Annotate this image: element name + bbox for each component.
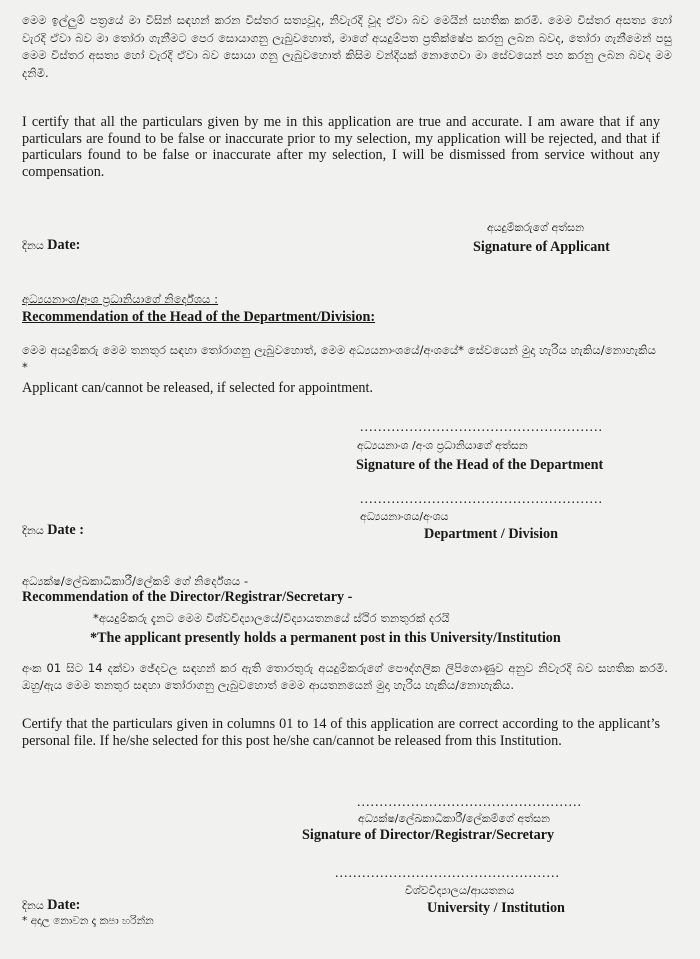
footnote: * අදාල නොවන දෑ කපා හරින්න <box>22 915 154 927</box>
department-label-si: අධ්‍යයනාංශය/අංශය <box>360 510 449 523</box>
department-label-en: Department / Division <box>424 526 558 542</box>
head-recommendation-text-si: මෙම අයදුම්කරු මෙම තනතුර සඳහා තෝරාගනු ලැබුවහොත්, මෙම අධ්‍යයනාංශයේ/අංශයේ* සේවයෙන් මුදා හැරිය හැකිය/නොහැකිය * <box>22 343 656 374</box>
applicant-date-label <box>22 237 80 255</box>
head-signature-label-en: Signature of the Head of the Department <box>356 457 604 473</box>
head-recommendation-heading-si: අධ්‍යයනාංශ/අංශ ප්‍රධානියාගේ නිර්දේශය : <box>22 292 219 306</box>
head-signature-label-si: අධ්‍යයනාංශ /අංශ ප්‍රධානියාගේ අත්සන <box>357 439 528 452</box>
institution-label-en: University / Institution <box>427 900 565 916</box>
permanent-post-si: *අයදුම්කරු දැනට මෙම විශ්වවිද්‍යාලයේ/විද්‍යායතනයේ ස්ථිර තනතුරක් දරයි <box>93 611 450 625</box>
permanent-post-en: *The applicant presently holds a permanent post in this University/Institution <box>90 630 561 646</box>
certify-particulars-en: Certify that the particulars given in columns 01 to 14 of this application are correct according to the applicant’s personal file. If he/she selected for this post he/she can/cannot be released from this Institution. <box>22 716 660 749</box>
head-date-label <box>22 522 84 540</box>
date-label-en: Date: <box>47 237 81 253</box>
department-line: ...................................................... <box>360 492 603 507</box>
applicant-signature-label-si: අයදුම්කරුගේ අත්සන <box>487 221 585 234</box>
date-label-si: දිනය <box>22 899 44 912</box>
head-recommendation-heading-en: Recommendation of the Head of the Department/Division: <box>22 309 376 325</box>
head-recommendation-text-en: Applicant can/cannot be released, if selected for appointment. <box>22 380 373 396</box>
date-label-en: Date: <box>47 897 81 913</box>
director-recommendation-heading-en: Recommendation of the Director/Registrar/Secretary - <box>22 589 353 605</box>
date-label-si: දිනය <box>22 524 44 537</box>
director-recommendation-heading-si: අධ්‍යක්ෂ/ලේඛකාධිකාරී/ලේකම් ගේ නිර්දේශය - <box>22 574 249 588</box>
director-date-label <box>22 897 80 915</box>
head-signature-line: ...................................................... <box>360 420 603 435</box>
date-label-en: Date : <box>47 522 84 538</box>
director-signature-label-si: අධ්‍යක්ෂ/ලේඛකාධිකාරී/ලේකම්ගේ අත්සන <box>358 812 550 825</box>
date-label-si: දිනය <box>22 239 44 252</box>
declaration-sinhala: මෙම ඉල්ලුම් පත්‍රයේ මා විසින් සඳහන් කරන විස්තර සත්‍යවූද, නිවැරදි වූද ඒවා බව මෙයින් සහතික කරමි. මෙම විස්තර අසත්‍ය හෝ වැරදි ඒවා බව මා තෝරා ගැනීමට පෙර සොයාගනු ලැබුවහොත්, මාගේ අයදුම්පත ප්‍රතික්ෂේප කරනු ලබන බවද, තෝරා ගැනීමෙන් පසු මෙම විස්තර අසත්‍ය හෝ වැරදි ඒවා බව සොයා ගනු ලැබුවහොත් කිසිම වන්දියක් නොගෙවා මා සේවයෙන් පහ කරනු ලබන බවද මම දනිමි. <box>22 13 672 80</box>
declaration-english: I certify that all the particulars given by me in this application are true and accurate. I am aware that if any particulars are found to be false or inaccurate prior to my selection, my application will be rejected, and that if particulars found to be false or inaccurate after my selection, I will be dismissed from service without any compensation. <box>22 114 660 180</box>
institution-line: .................................................. <box>335 866 560 881</box>
director-signature-line: .................................................. <box>357 795 582 810</box>
certify-particulars-si: අංක 01 සිට 14 දක්වා ඡේදවල සඳහන් කර ඇති තොරතුරු අයදුම්කරුගේ පෞද්ගලික ලිපිගොණුව අනුව නිවැරදි බව සහතික කරමි. ඔහු/ඇය මෙම තනතුර සඳහා තෝරාගනු ලැබුවහොත් මෙම ආයතනයෙන් මුදා හැරිය හැකිය/නොහැකිය. <box>22 661 668 692</box>
director-signature-label-en: Signature of Director/Registrar/Secretary <box>302 827 555 843</box>
applicant-signature-label-en: Signature of Applicant <box>473 239 610 255</box>
institution-label-si: විශ්වවිද්‍යාලය/ආයතනය <box>405 884 515 897</box>
